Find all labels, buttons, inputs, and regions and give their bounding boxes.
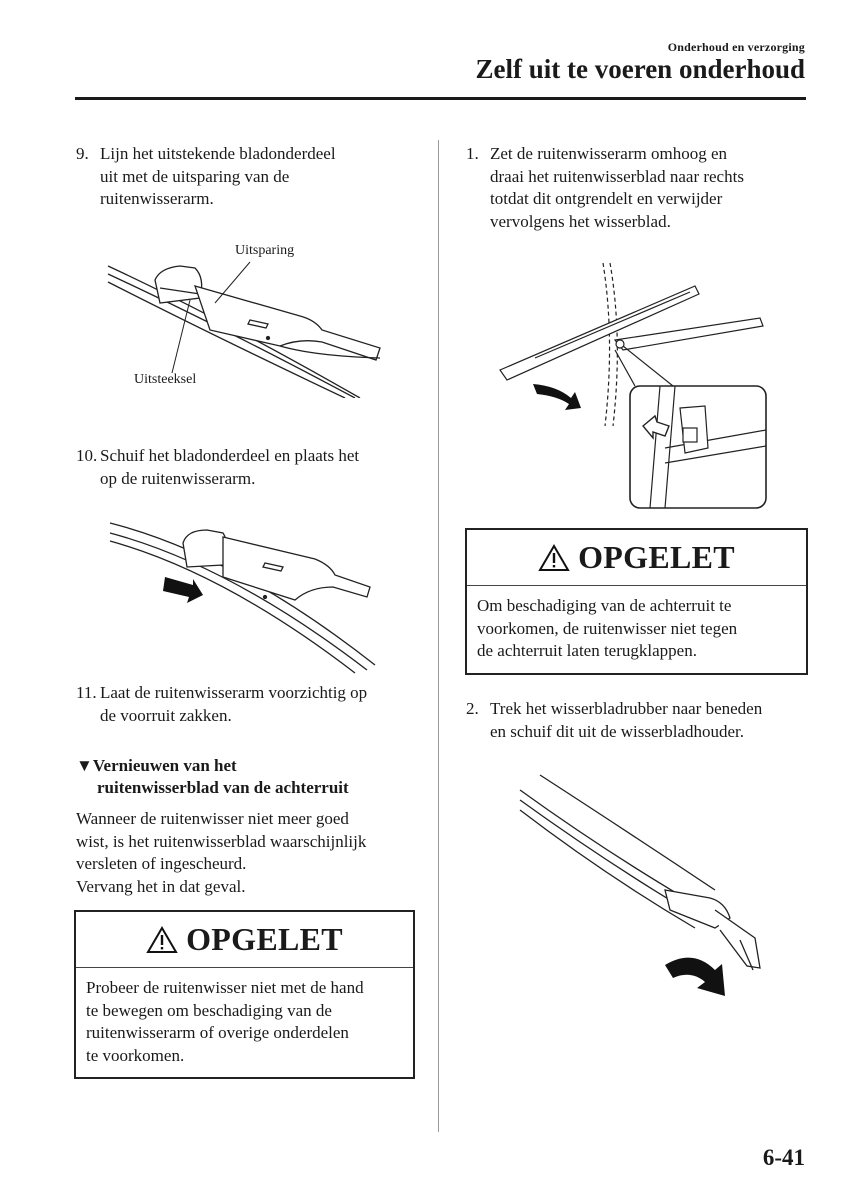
subheading-text: Vernieuwen van het	[92, 756, 237, 775]
subheading	[76, 755, 416, 799]
text-line: voorkomen, de ruitenwisser niet tegen	[477, 618, 738, 638]
text-line: te voorkomen.	[86, 1045, 185, 1065]
step-text	[100, 445, 359, 490]
text-line: Wanneer de ruitenwisser niet meer goed	[76, 809, 349, 828]
text-line: op de ruitenwisserarm.	[100, 468, 256, 488]
text-line: Probeer de ruitenwisser niet met de hand	[86, 978, 364, 997]
step-text	[490, 143, 744, 233]
figure-blade-alignment	[100, 238, 400, 398]
section-header: Onderhoud en verzorging	[667, 40, 805, 54]
figure-blade-slide	[105, 515, 385, 675]
text-line: Zet de ruitenwisserarm omhoog en	[490, 144, 727, 163]
triangle-marker-icon: ▼	[76, 756, 93, 775]
caution-box-left	[74, 910, 415, 1079]
text-line: Om beschadiging van de achterruit te	[477, 596, 732, 615]
step-number: 2.	[466, 699, 479, 718]
text-line: ruitenwisserarm.	[100, 189, 214, 208]
step-1	[466, 143, 811, 235]
step-number: 10.	[76, 446, 98, 465]
text-line: wist, is het ruitenwisserblad waarschijnlijk	[76, 831, 367, 851]
step-text	[490, 698, 762, 743]
step-2	[466, 698, 811, 743]
text-line: Laat de ruitenwisserarm voorzichtig op	[100, 683, 368, 702]
text-line: uit met de uitsparing van de	[100, 166, 290, 186]
text-line: Lijn het uitstekende bladonderdeel	[100, 144, 336, 163]
curved-arrow-down-icon	[665, 958, 725, 996]
step-11	[76, 682, 416, 727]
step-number: 1.	[466, 144, 479, 163]
page-number: 6-41	[762, 1145, 805, 1170]
step-9	[76, 143, 416, 213]
caution-text	[467, 586, 806, 663]
subheading-line-1	[76, 755, 416, 777]
wiper-rubber-illustration	[515, 770, 785, 1005]
arrow-left-icon	[163, 577, 203, 603]
caution-title: OPGELET	[578, 539, 735, 575]
figure-rear-wiper-release	[495, 258, 775, 514]
label-uitsparing: Uitsparing	[235, 243, 295, 258]
figure-wiper-rubber-removal	[515, 770, 785, 1005]
text-line: ruitenwisserarm of overige onderdelen	[86, 1023, 349, 1042]
warning-triangle-icon	[146, 926, 178, 954]
rotate-arrow-icon	[533, 384, 581, 410]
step-text	[100, 682, 367, 727]
subheading-line-2: ruitenwisserblad van de achterruit	[97, 778, 349, 797]
warning-triangle-icon	[538, 544, 570, 572]
caution-text	[76, 968, 413, 1067]
text-line: de voorruit zakken.	[100, 705, 232, 725]
wiper-slide-illustration	[105, 515, 385, 675]
text-line: versleten of ingescheurd.	[76, 854, 247, 873]
caution-header	[76, 912, 413, 968]
step-number: 11.	[76, 683, 97, 702]
label-uitsteeksel: Uitsteeksel	[134, 372, 197, 387]
text-line: Schuif het bladonderdeel en plaats het	[100, 446, 360, 465]
intro-paragraph	[76, 808, 421, 898]
caution-box-right	[465, 528, 808, 675]
step-number: 9.	[76, 144, 89, 163]
page-title: Zelf uit te voeren onderhoud	[475, 54, 805, 84]
text-line: de achterruit laten terugklappen.	[477, 641, 697, 660]
text-line: en schuif dit uit de wisserbladhouder.	[490, 721, 745, 741]
text-line: Trek het wisserbladrubber naar beneden	[490, 699, 763, 718]
rear-wiper-illustration	[495, 258, 775, 514]
text-line: draai het ruitenwisserblad naar rechts	[490, 166, 744, 186]
text-line: vervolgens het wisserblad.	[490, 211, 671, 231]
caution-title: OPGELET	[186, 921, 343, 957]
text-line: Vervang het in dat geval.	[76, 876, 246, 896]
caution-header	[467, 530, 806, 586]
column-divider	[438, 140, 439, 1132]
header-rule	[75, 97, 806, 100]
step-text	[100, 143, 336, 211]
text-line: totdat dit ontgrendelt en verwijder	[490, 189, 723, 208]
text-line: te bewegen om beschadiging van de	[86, 1000, 332, 1020]
step-10	[76, 445, 416, 490]
